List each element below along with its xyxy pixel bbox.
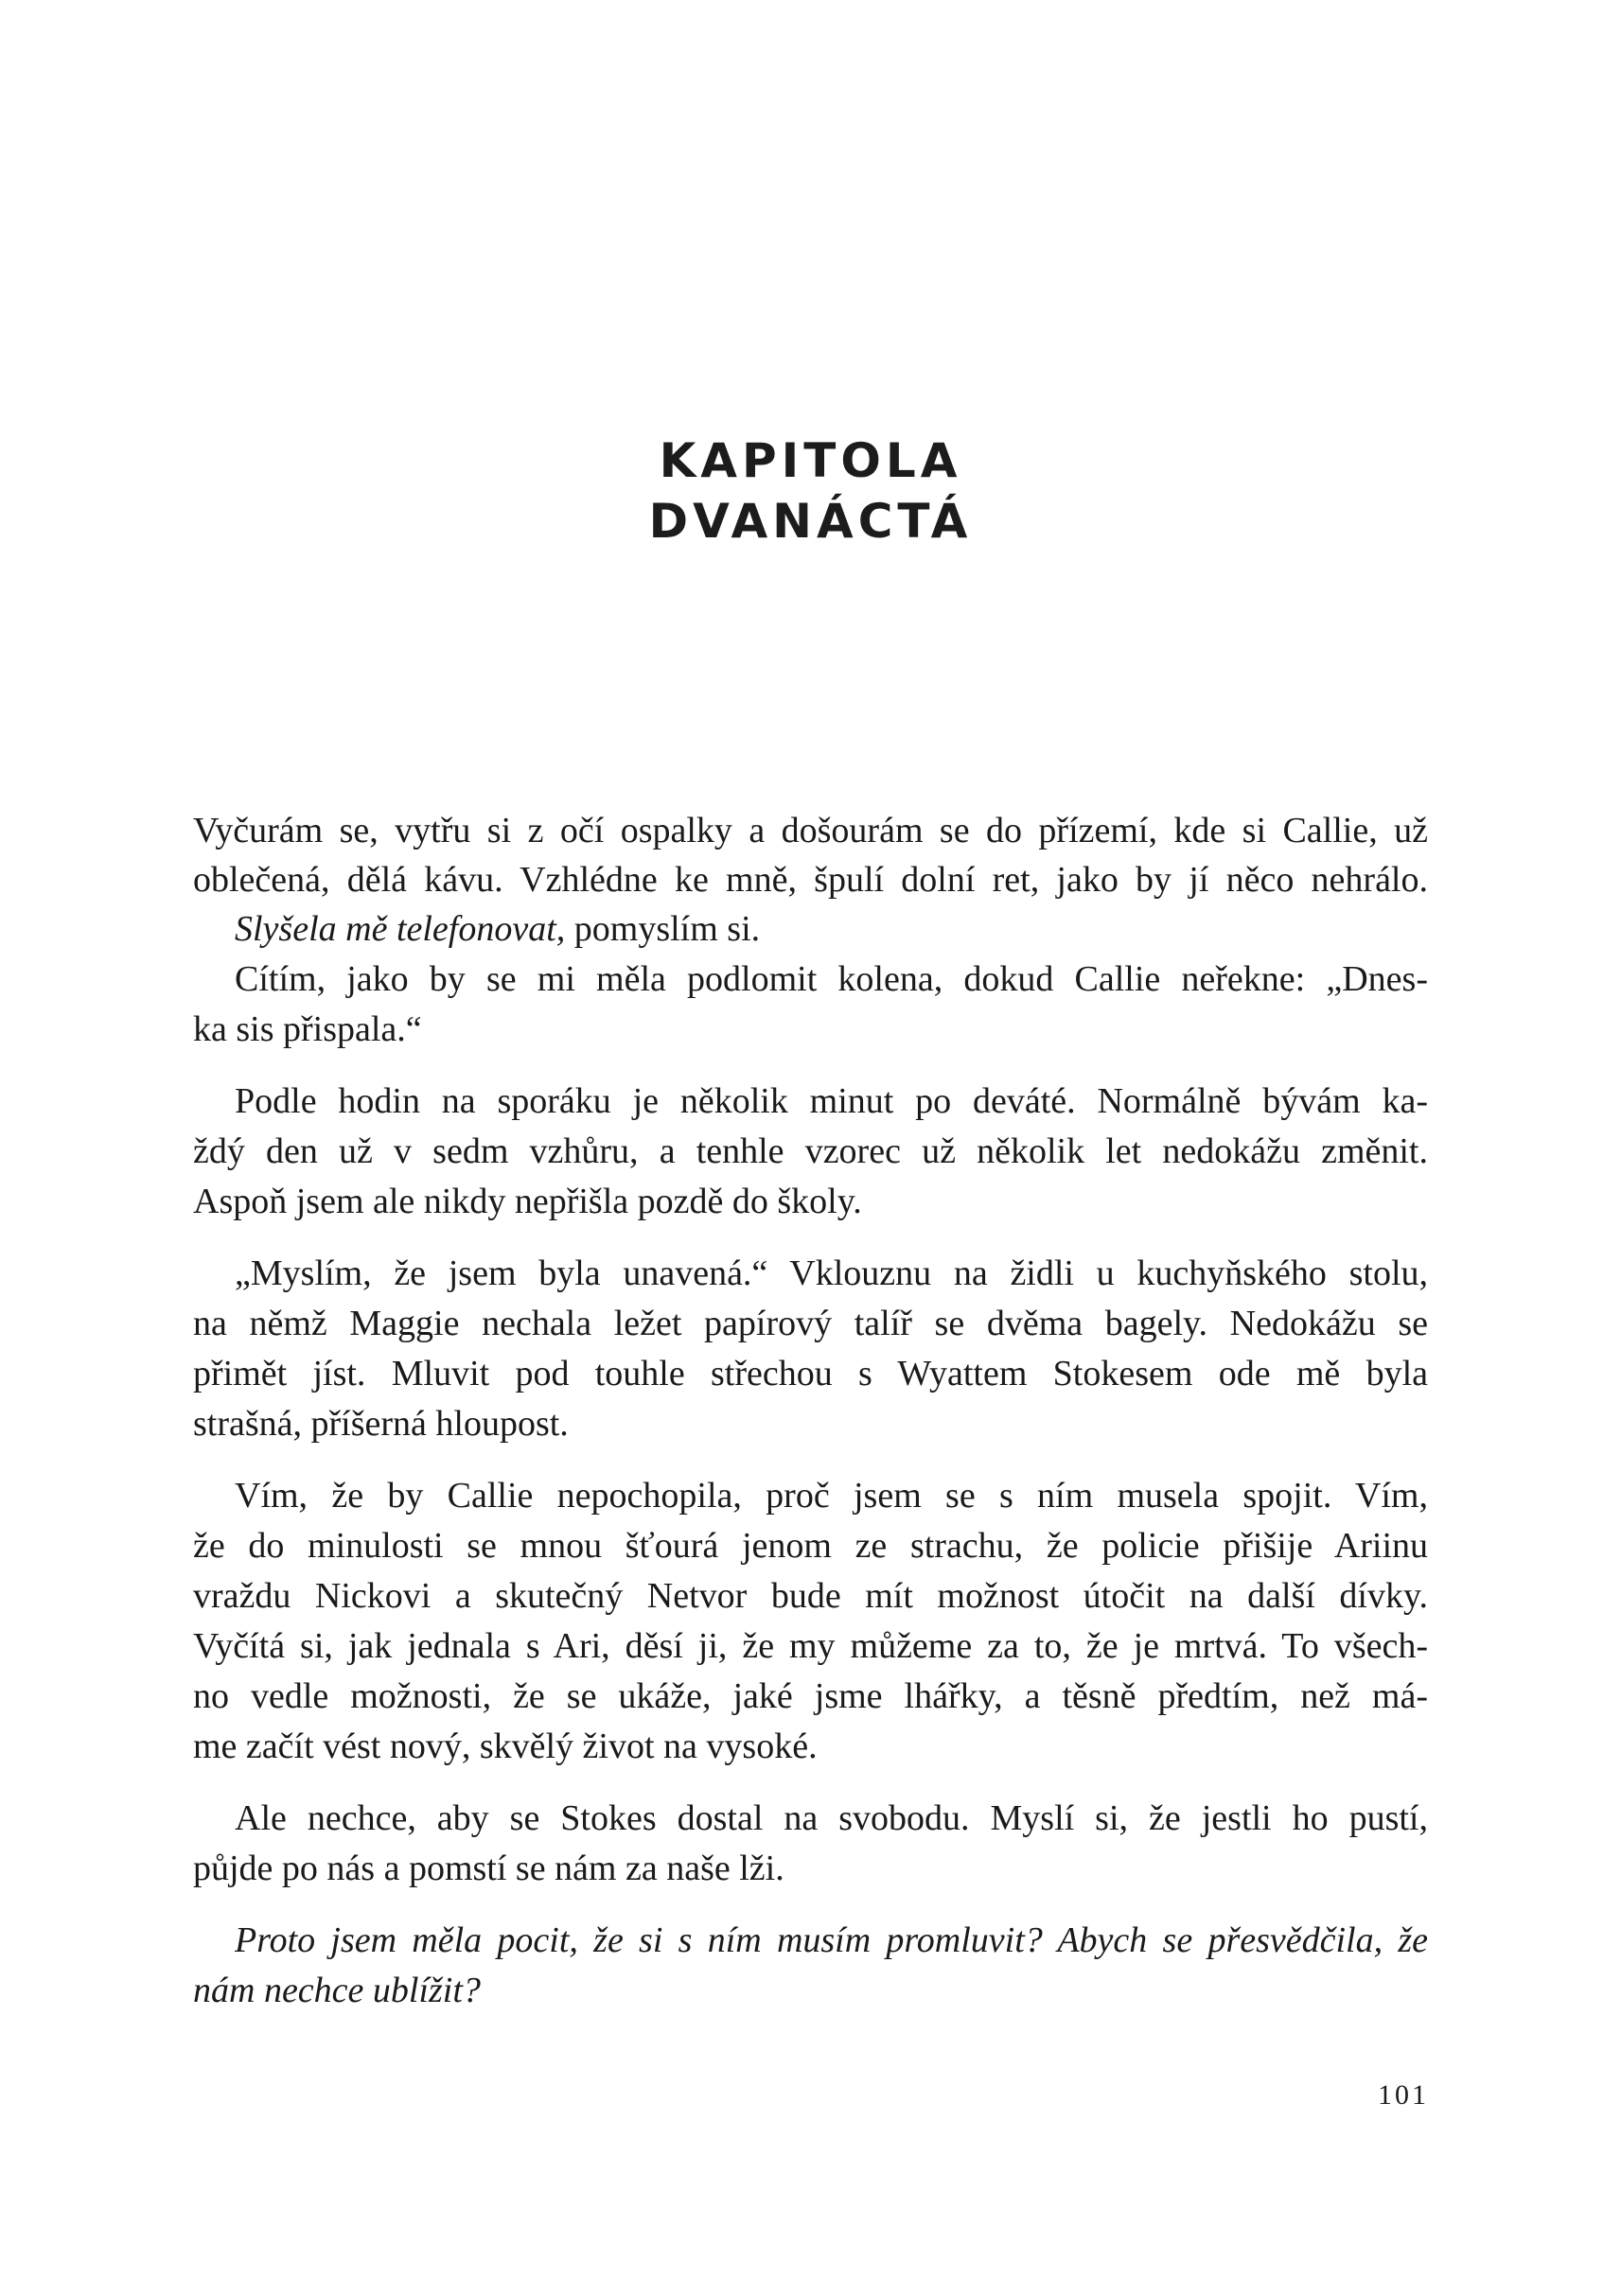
text-line-5: ka sis přispala.“ bbox=[193, 1009, 422, 1049]
text-line-10: na němž Maggie nechala ležet papírový talíř se dvěma bagely. Nedokážu se bbox=[193, 1304, 1428, 1343]
text-line-12: strašná, příšerná hloupost. bbox=[193, 1404, 569, 1444]
text-line-4: Cítím, jako by se mi měla podlomit kolena, dokud Callie neřekne: „Dnes- bbox=[235, 959, 1428, 999]
page-number: 101 bbox=[1378, 2079, 1429, 2111]
text-line-14: že do minulosti se mnou šťourá jenom ze strachu, že policie přišije Ariinu bbox=[193, 1526, 1428, 1566]
text-line-2: oblečená, dělá kávu. Vzhlédne ke mně, špulí dolní ret, jako by jí něco nehrálo. bbox=[193, 860, 1428, 900]
text-line-15: vraždu Nickovi a skutečný Netvor bude mít možnost útočit na další dívky. bbox=[193, 1576, 1428, 1616]
italic-thought: Slyšela mě telefonovat, bbox=[235, 909, 566, 949]
text-line-11: přimět jíst. Mluvit pod touhle střechou s Wyattem Stokesem ode mě byla bbox=[193, 1354, 1428, 1393]
text-line-16: Vyčítá si, jak jednala s Ari, děsí ji, že my můžeme za to, že je mrtvá. To všech- bbox=[193, 1626, 1428, 1666]
text-line-19: Ale nechce, aby se Stokes dostal na svobodu. Myslí si, že jestli ho pustí, bbox=[235, 1798, 1428, 1838]
text-line-8: Aspoň jsem ale nikdy nepřišla pozdě do školy. bbox=[193, 1182, 862, 1221]
chapter-heading-line-2: DVANÁCTÁ bbox=[648, 494, 973, 549]
chapter-heading-line-1: KAPITOLA bbox=[659, 433, 962, 488]
text-line-22: nám nechce ublížit? bbox=[193, 1971, 481, 2010]
text-line-20: půjde po nás a pomstí se nám za naše lži. bbox=[193, 1849, 784, 1888]
text-line-6: Podle hodin na sporáku je několik minut po deváté. Normálně bývám ka- bbox=[235, 1081, 1428, 1121]
text-line-3 bbox=[235, 904, 760, 954]
text-line-17: no vedle možnosti, že se ukáže, jaké jsme lhářky, a těsně předtím, než má- bbox=[193, 1676, 1428, 1716]
text-line-1: Vyčurám se, vytřu si z očí ospalky a došourám se do přízemí, kde si Callie, už bbox=[193, 811, 1428, 850]
text-line-7: ždý den už v sedm vzhůru, a tenhle vzorec už několik let nedokážu změnit. bbox=[193, 1131, 1428, 1171]
text-line-13: Vím, že by Callie nepochopila, proč jsem se s ním musela spojit. Vím, bbox=[235, 1476, 1428, 1516]
text-span: pomyslím si. bbox=[565, 909, 761, 949]
text-line-21: Proto jsem měla pocit, že si s ním musím promluvit? Abych se přesvědčila, že bbox=[235, 1920, 1428, 1960]
text-line-9: „Myslím, že jsem byla unavená.“ Vklouznu na židli u kuchyňského stolu, bbox=[235, 1253, 1428, 1293]
text-line-18: me začít vést nový, skvělý život na vysoké. bbox=[193, 1726, 818, 1766]
